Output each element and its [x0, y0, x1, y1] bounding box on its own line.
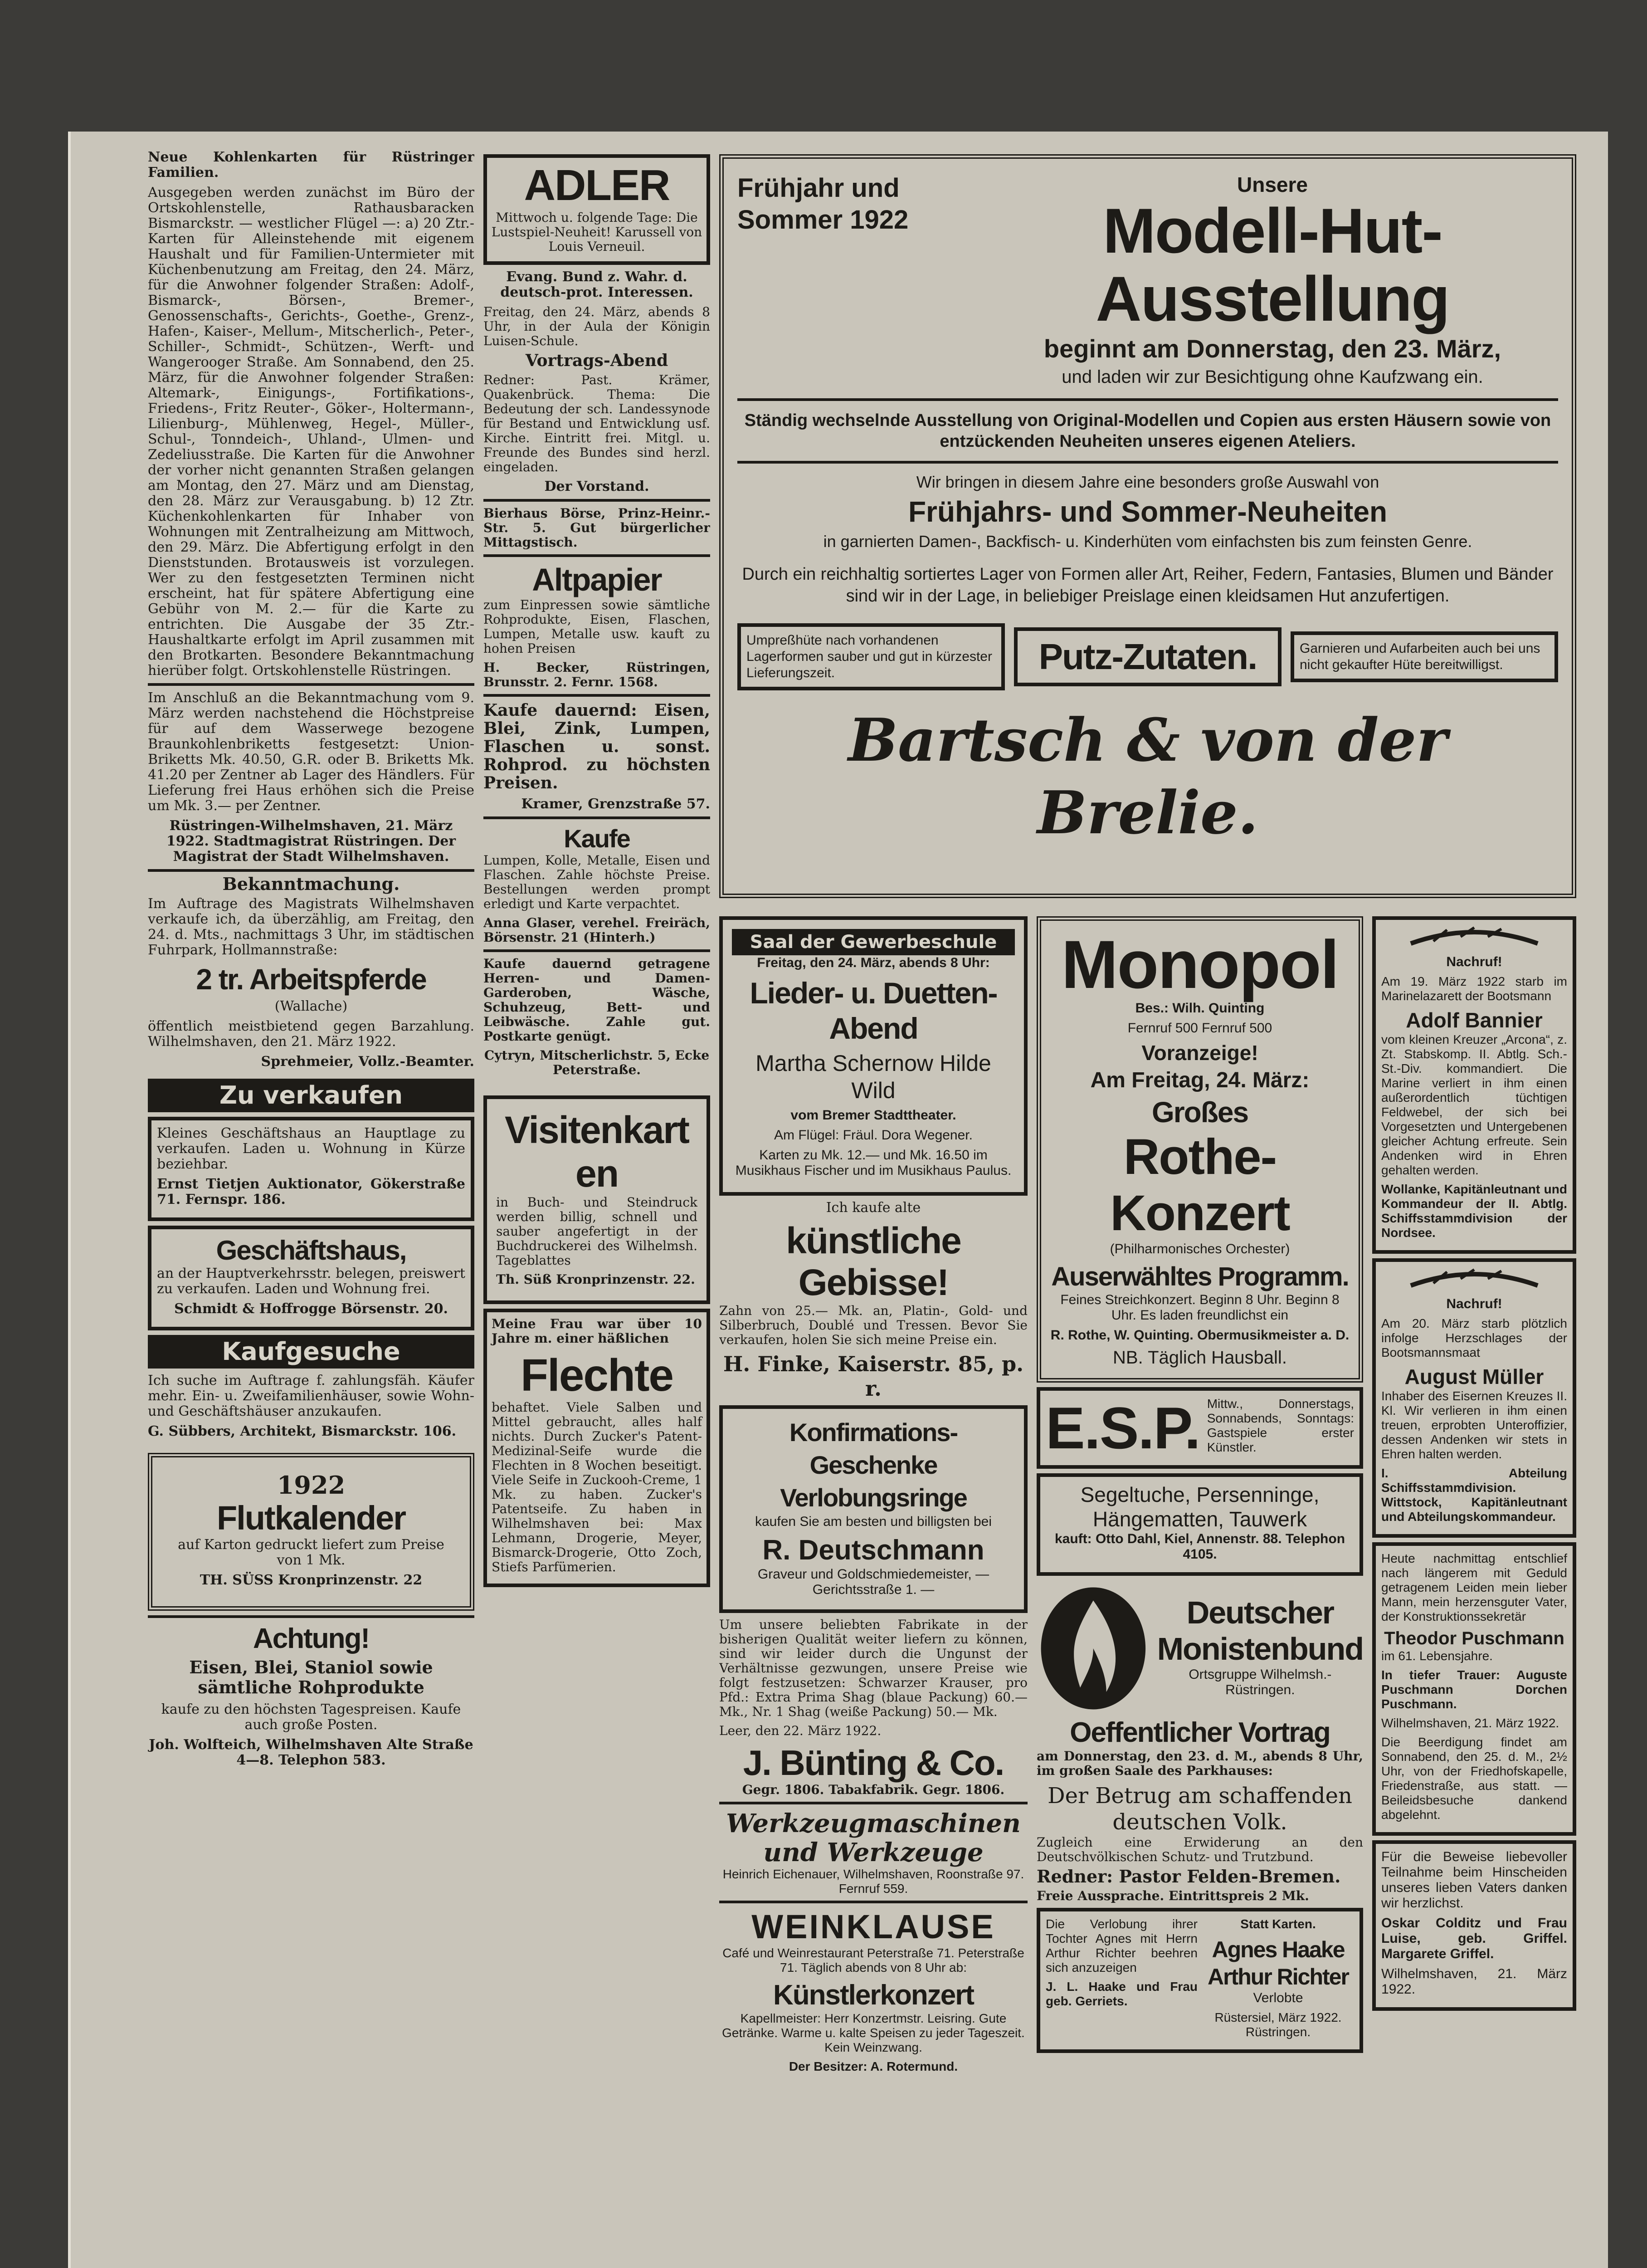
altpapier-signature: H. Becker, Rüstringen, Brunsstr. 2. Fernr. 1568. [483, 660, 710, 689]
gebisse-body: Zahn von 25.— Mk. an, Platin-, Gold- und Silberbruch, Doublé und Tressen. Bevor Sie verkaufen, holen Sie sich meine Preise ein. [719, 1303, 1028, 1347]
esp-title: E.S.P. [1046, 1395, 1200, 1461]
werkzeug-title: Werkzeugmaschinen und Werkzeuge [726, 1809, 1021, 1867]
adler-ad [483, 154, 710, 265]
death-notice-puschmann [1372, 1542, 1576, 1836]
visitenkarten-signature: Th. Süß Kronprinzenstr. 22. [496, 1272, 695, 1287]
coal-notice-heading: Neue Kohlenkarten für Rüstringer Familien. [148, 150, 474, 181]
thanks-notice-date: Wilhelmshaven, 21. März 1922. [1381, 1966, 1567, 1997]
divider [483, 816, 710, 819]
verlobung-parents: J. L. Haake und Frau geb. Gerriets. [1046, 1980, 1198, 2008]
divider [483, 694, 710, 697]
exhibition-invite: und laden wir zur Besichtigung ohne Kaufzwang ein. [1062, 367, 1483, 387]
nachruf-bannier-sub: vom kleinen Kreuzer „Arcona“, z. Zt. Stabskomp. II. Abtlg. Sch.-St.-Div. kommandiert. Die Marine verliert in ihm einen außerordentlich tüchtigen Feldwebel, der sich bei Vorgesetzten und Untergebenen gleicher Achtung erfreute. Sein Andenken wird in Ehren gehalten werden. [1381, 1032, 1567, 1177]
gewerbeschule-date: Freitag, den 24. März, abends 8 Uhr: [757, 955, 990, 970]
divider [719, 1901, 1028, 1903]
geschaeftshaus-ad-signature: Ernst Tietjen Auktionator, Gökerstraße 71. Fernspr. 186. [157, 1176, 465, 1207]
wreath-icon [1406, 925, 1542, 953]
umpresshuete-box: Umpreßhüte nach vorhandenen Lagerformen sauber und gut in kürzester Lieferungszeit. [737, 623, 1005, 690]
lager-text: Durch ein reichhaltig sortiertes Lager von Formen aller Art, Reiher, Federn, Fantasies, Blumen und Bänder sind wir in der Lage, in beliebiger Preislage einen kleidsamen Hut anzufertigen. [742, 565, 1554, 606]
monopol-title: Monopol [1061, 926, 1339, 1002]
achtung-tail: kaufe zu den höchsten Tagespreisen. Kaufe auch große Posten. [161, 1701, 461, 1733]
flutkalender-body: auf Karton gedruckt liefert zum Preise von 1 Mk. [178, 1537, 444, 1568]
briquette-notice-signature: Rüstringen-Wilhelmshaven, 21. März 1922. Stadtmagistrat Rüstringen. Der Magistrat der Stadt Wilhelmshaven. [166, 818, 456, 865]
bekanntmachung-heading: Bekanntmachung. [222, 874, 400, 894]
geschaeftshaus-ad-body: Kleines Geschäftshaus an Hauptlage zu verkaufen. Laden u. Wohnung in Kürze beziehbar. [157, 1125, 465, 1172]
nachruf-bannier [1372, 916, 1576, 1254]
gewerbeschule-names: Martha Schernow Hilde Wild [755, 1051, 991, 1103]
nachruf-mueller-sign: I. Abteilung Schiffsstammdivision. Wittstock, Kapitänleutnant und Abteilungskommandeur. [1381, 1466, 1567, 1524]
segeltuch-ad [1037, 1473, 1363, 1576]
konfirmation-body: kaufen Sie am besten und billigsten bei [755, 1514, 992, 1529]
column-4 [1037, 912, 1363, 2268]
bunting-body: Um unsere beliebten Fabrikate in der bisherigen Qualität weiter liefern zu können, sind wir leider durch die Ungunst der Verhältnisse gezwungen, unsere Preise wie folgt festzusetzen: Schwarzer Krauser, pro Pfd.: Extra Prima Shag (blaue Packung) 60.— Mk., Nr. 1 Shag (weiße Packung) 50.— Mk. [719, 1617, 1028, 1719]
achtung-title: Achtung! [253, 1623, 370, 1654]
flechte-side-text: Meine Frau war über 10 Jahre m. einer häßlichen [492, 1316, 702, 1346]
gewerbeschule-pianist: Am Flügel: Fräul. Dora Wegener. [774, 1128, 973, 1143]
konfirmation-name: R. Deutschmann [762, 1535, 984, 1566]
segeltuch-sub: kauft: Otto Dahl, Kiel, Annenstr. 88. Telephon 4105. [1054, 1531, 1345, 1562]
vortrags-abend-heading: Vortrags-Abend [525, 351, 668, 370]
gewerbeschule-title: Lieder- u. Duetten-Abend [750, 976, 997, 1045]
coal-notice-body: Ausgegeben werden zunächst im Büro der Ortskohlenstelle, Rathausbaracken Bismarckstr. — westlicher Flügel —: a) 20 Ztr.-Karten für Alleinstehende mit eigenem Haushalt und für Familien-Untermieter mit Küchenbenutzung am Freitag, den 24. März, für die Anwohner folgender Straßen: Adolf-, Bismarck-, Börsen-, Bremer-, Genossenschafts-, Gerichts-, Goethe-, Grenz-, Hafen-, Kaiser-, Mellum-, Mitscherlich-, Peter-, Schiller-, Schmidt-, Schützen-, Werft- und Wangerooger Straße. Am Sonnabend, den 25. März, für die Anwohner folgender Straßen: Altemark-, Einigungs-, Fortifikations-, Friedens-, Fritz Reuter-, Göker-, Holtermann-, Lilienburg-, Mühlenweg, Hegel-, Müller-, Schul-, Tonndeich-, Uhland-, Ulmen- und Zedeliusstraße. Die Karten für die Anwohner der vorher nicht genannten Straßen gelangen am Montag, den 27. März und am Dienstag, den 28. März zur Verausgabung. b) 12 Ztr. Küchenkohlenkarten für Inhaber von Wohnungen mit Zentralheizung am Mittwoch, den 29. März. Die Abfertigung erfolgt in den Dienststunden. Brotausweis ist vorzulegen. Wer zu den festgesetzten Terminen nicht erscheint, hat für spätere Abfertigung eine Gebühr von M. 2.— für die Karte zu entrichten. Die Ausgabe der 35 Ztr.-Haushaltkarte erfolgt im April zusammen mit den Brotkarten. Besondere Bekanntmachung hierüber folgt. Ortskohlenstelle Rüstringen. [148, 185, 474, 679]
gewerbeschule-tickets: Karten zu Mk. 12.— und Mk. 16.50 im Musikhaus Fischer und im Musikhaus Paulus. [735, 1148, 1012, 1178]
esp-ad [1037, 1387, 1363, 1469]
gewerbeschule-ad [719, 916, 1028, 1196]
kaufe-dauernd-signature: Kramer, Grenzstraße 57. [521, 796, 710, 812]
horses-title: 2 tr. Arbeitspferde [196, 963, 426, 996]
monistenbund-title: Deutscher Monistenbund [1157, 1595, 1363, 1667]
divider [148, 869, 474, 872]
monopol-hausball: NB. Täglich Hausball. [1113, 1348, 1287, 1368]
werkzeug-sub: Heinrich Eichenauer, Wilhelmshaven, Roonstraße 97. Fernruf 559. [722, 1867, 1024, 1896]
garnieren-box: Garnieren und Aufarbeiten auch bei uns nicht gekaufter Hüte bereitwilligst. [1291, 631, 1558, 682]
altpapier-title: Altpapier [532, 562, 662, 597]
kuenstlerkonzert-title: Künstlerkonzert [773, 1980, 974, 2011]
verlobung-verlobte: Verlobte [1253, 1990, 1303, 2005]
verlobung-names: Agnes Haake Arthur Richter [1208, 1937, 1349, 1989]
kaufe-garderobe-ad: Kaufe dauernd getragene Herren- und Damen-Garderoben, Wäsche, Schuhzeug, Bett- und Leibwäsche. Zahle gut. Postkarte genügt. [483, 956, 710, 1044]
column-1 [148, 150, 474, 2268]
newspaper-page [68, 132, 1608, 2268]
exhibition-begins: beginnt am Donnerstag, den 23. März, [1043, 334, 1501, 363]
monopol-phone: Fernruf 500 Fernruf 500 [1127, 1021, 1272, 1036]
nachruf-bannier-name: Adolf Bannier [1406, 1008, 1543, 1032]
monopol-rothe-konzert: Rothe-Konzert [1110, 1129, 1290, 1241]
evang-bund-heading: Evang. Bund z. Wahr. d. deutsch-prot. Interessen. [500, 269, 693, 300]
vortrags-abend-signature: Der Vorstand. [544, 479, 649, 494]
divider [737, 398, 1558, 401]
monopol-orchestra: (Philharmonisches Orchester) [1110, 1242, 1290, 1256]
horses-signature: Sprehmeier, Vollz.-Beamter. [261, 1054, 474, 1070]
konfirmation-sub: Graveur und Goldschmiedemeister, — Gerichtsstraße 1. — [757, 1567, 989, 1597]
horses-subtitle: (Wallache) [274, 998, 348, 1014]
flechte-title: Flechte [520, 1350, 673, 1401]
death-notice-funeral: Die Beerdigung findet am Sonnabend, den 25. d. M., 2½ Uhr, von der Friedhofskapelle, Friedenstraße, aus statt. — Beileidsbesuche dankend abgelehnt. [1381, 1735, 1567, 1822]
verlobung-left: Die Verlobung ihrer Tochter Agnes mit Herrn Arthur Richter beehren sich anzuzeigen [1046, 1917, 1198, 1975]
esp-side: Mittw., Donnerstags, Sonnabends, Sonntags: Gastspiele erster Künstler. [1207, 1397, 1354, 1454]
kuenstlerkonzert-sub: Kapellmeister: Herr Konzertmstr. Leisring. Gute Getränke. Warme u. kalte Speisen zu jeder Tageszeit. Kein Weinzwang. [722, 2011, 1025, 2054]
altpapier-body: zum Einpressen sowie sämtliche Rohprodukte, Eisen, Flaschen, Lumpen, Metalle usw. kauft zu hohen Preisen [483, 597, 710, 656]
monopol-grosses: Großes [1151, 1096, 1248, 1129]
bekanntmachung-body: Im Auftrage des Magistrats Wilhelmshaven verkaufe ich, da überzählig, am Freitag, den 24. d. Mts., nachmittags 3 Uhr, im städtischen Fuhrpark, Hollmannstraße: [148, 896, 474, 958]
monopol-signature: R. Rothe, W. Quinting. Obermusikmeister a. D. [1050, 1328, 1350, 1343]
neuheiten-title: Frühjahrs- und Sommer-Neuheiten [908, 495, 1388, 528]
season-label: Frühjahr und Sommer 1922 [737, 173, 909, 235]
kuenstlerkonzert-signature: Der Besitzer: A. Rotermund. [789, 2059, 958, 2073]
nachruf-mueller-heading: Nachruf! [1446, 1296, 1502, 1311]
standig-text: Ständig wechselnde Ausstellung von Original-Modellen und Copien aus ersten Häusern sowie von entzückenden Neuheiten unseres eigenen Ateliers. [744, 411, 1551, 451]
service-row [737, 619, 1558, 695]
visitenkarten-ad [483, 1095, 710, 1304]
divider [719, 1802, 1028, 1804]
divider [737, 461, 1558, 464]
flechte-ad [483, 1309, 710, 1587]
kaufgesuche-banner: Kaufgesuche [148, 1335, 474, 1369]
kaufe-signature: Anna Glaser, verehel. Freiräch, Börsenstr. 21 (Hinterh.) [483, 915, 710, 945]
verlobung-ad [1037, 1908, 1363, 2053]
vortrag-title: Oeffentlicher Vortrag [1070, 1717, 1330, 1748]
vortrag-speaker: Redner: Pastor Felden-Bremen. [1037, 1866, 1341, 1887]
nachruf-bannier-sign: Wollanke, Kapitänleutnant und Kommandeur der II. Abtlg. Schiffsstammdivision der Nordsee. [1381, 1182, 1567, 1240]
adler-text: Mittwoch u. folgende Tage: Die Lustspiel-Neuheit! Karussell von Louis Verneuil. [491, 210, 702, 254]
monistenbund-sub: Ortsgruppe Wilhelmsh.-Rüstringen. [1189, 1667, 1332, 1697]
weinklause-title: WEINKLAUSE [751, 1908, 995, 1945]
death-notice-date: Wilhelmshaven, 21. März 1922. [1381, 1716, 1559, 1730]
gebisse-pre: Ich kaufe alte [826, 1200, 921, 1216]
nachruf-mueller-sub: Inhaber des Eisernen Kreuzes II. Kl. Wir verlieren in ihm einen treuen, erprobten Unteroffizier, dessen Andenken wir stets in Ehren halten werden. [1381, 1389, 1567, 1461]
divider [483, 949, 710, 952]
kaufe-title: Kaufe [564, 824, 630, 853]
horses-details: öffentlich meistbietend gegen Barzahlung. Wilhelmshaven, den 21. März 1922. [148, 1018, 474, 1050]
vortrag-admission: Freie Aussprache. Eintrittspreis 2 Mk. [1037, 1888, 1309, 1903]
flutkalender-year: 1922 [277, 1471, 346, 1500]
vortrags-abend-body: Redner: Past. Krämer, Quakenbrück. Thema: Die Bedeutung der sch. Landessynode für Bestand und Entwicklung usf. Kirche. Eintritt frei. Mitgl. u. Freunde des Bundes sind herzl. eingeladen. [483, 372, 710, 474]
hauptverkehr-ad-title: Geschäftshaus, [216, 1235, 406, 1266]
flutkalender-title: Flutkalender [217, 1499, 405, 1537]
bartsch-firm-name: Bartsch & von der Brelie. [848, 705, 1447, 847]
gebisse-signature: H. Finke, Kaiserstr. 85, p. r. [723, 1352, 1024, 1401]
nachruf-mueller-body: Am 20. März starb plötzlich infolge Herzschlages der Bootsmannsmaat [1381, 1316, 1567, 1359]
monopol-date: Am Freitag, 24. März: [1090, 1068, 1310, 1092]
nachruf-bannier-body: Am 19. März 1922 starb im Marinelazarett der Bootsmann [1381, 974, 1567, 1003]
kaufgesuche-body: Ich suche im Auftrage f. zahlungsfäh. Käufer mehr. Ein- u. Zweifamilienhäuser, sowie Wohn- und Geschäftshäuser anzukaufen. [148, 1373, 474, 1419]
monopol-owner: Bes.: Wilh. Quinting [1135, 1001, 1265, 1016]
column-2 [483, 150, 710, 2268]
kaufe-garderobe-signature: Cytryn, Mitscherlichstr. 5, Ecke Peterstraße. [484, 1048, 710, 1077]
death-notice-age: im 61. Lebensjahre. [1381, 1649, 1493, 1663]
visitenkarten-title: Visitenkarten [505, 1109, 689, 1195]
monopol-voranzeige: Voranzeige! [1141, 1041, 1258, 1065]
flame-emblem-icon [1037, 1580, 1150, 1716]
divider [483, 554, 710, 557]
kaufgesuche-signature: G. Sübbers, Architekt, Bismarckstr. 106. [148, 1423, 457, 1439]
gebisse-title: künstliche Gebisse! [786, 1220, 961, 1303]
nachruf-bannier-heading: Nachruf! [1446, 954, 1502, 969]
divider [483, 499, 710, 502]
monopol-programm: Auserwähltes Programm. [1051, 1262, 1349, 1291]
visitenkarten-body: in Buch- und Steindruck werden billig, schnell und sauber angefertigt in der Buchdruckerei des Wilhelmsh. Tageblattes [496, 1195, 697, 1268]
garniert-text: in garnierten Damen-, Backfisch- u. Kinderhüten vom einfachsten bis zum feinsten Genre. [823, 532, 1472, 551]
vortrag-topic: Der Betrug am schaffenden deutschen Volk. [1048, 1783, 1352, 1835]
evang-bund-body: Freitag, den 24. März, abends 8 Uhr, in der Aula der Königin Luisen-Schule. [483, 304, 710, 348]
achtung-signature: Joh. Wolfteich, Wilhelmshaven Alte Straße 4—8. Telephon 583. [149, 1737, 473, 1768]
flutkalender-firm: TH. SÜSS Kronprinzenstr. 22 [200, 1572, 423, 1588]
vortrag-body: am Donnerstag, den 23. d. M., abends 8 Uhr, im großen Saale des Parkhauses: [1037, 1749, 1363, 1778]
monopol-ad [1037, 916, 1363, 1383]
hauptverkehr-ad-signature: Schmidt & Hoffrogge Börsenstr. 20. [174, 1301, 448, 1317]
death-notice-mourners: In tiefer Trauer: Auguste Puschmann Dorchen Puschmann. [1381, 1668, 1567, 1711]
kaufe-dauernd-ad: Kaufe dauernd: Eisen, Blei, Zink, Lumpen, Flaschen u. sonst. Rohprod. zu höchsten Preisen. [483, 701, 710, 792]
konfirmation-ad [719, 1405, 1028, 1613]
gewerbeschule-heading: Saal der Gewerbeschule [732, 929, 1015, 955]
hauptverkehr-ad-body: an der Hauptverkehrsstr. belegen, preiswert zu verkaufen. Laden und Wohnung frei. [157, 1266, 465, 1297]
nachruf-mueller-name: August Müller [1404, 1365, 1544, 1388]
briquette-notice-body: Im Anschluß an die Bekanntmachung vom 9. März werden nachstehend die Höchstpreise für auf dem Wasserwege bezogene Braunkohlenbriketts festgesetzt: Union-Briketts Mk. 40.50, G.R. oder B. Briketts Mk. 41.20 per Zentner ab Lager des Händlers. Für Lieferung frei Haus erhöhen sich die Preise um Mk. 3.— per Zentner. [148, 690, 474, 814]
bringen-text: Wir bringen in diesem Jahre eine besonders große Auswahl von [916, 473, 1379, 491]
death-notice-body: Heute nachmittag entschlief nach längerem mit Geduld getragenem Leiden mein lieber Mann, mein herzensguter Vater, der Konstruktionssekretär [1381, 1551, 1567, 1623]
zu-verkaufen-banner: Zu verkaufen [148, 1079, 474, 1112]
verlobung-statt-karten: Statt Karten. [1240, 1917, 1316, 1931]
gewerbeschule-theater: vom Bremer Stadttheater. [790, 1108, 956, 1123]
column-3 [719, 912, 1028, 2268]
segeltuch-title: Segeltuche, Persenninge, Hängematten, Tauwerk [1080, 1483, 1320, 1531]
bunting-sub: Gegr. 1806. Tabakfabrik. Gegr. 1806. [742, 1782, 1005, 1797]
divider [148, 683, 474, 686]
thanks-notice-names: Oskar Colditz und Frau Luise, geb. Griffel. Margarete Griffel. [1381, 1916, 1567, 1961]
flutkalender-ad [148, 1453, 474, 1611]
kaufe-body: Lumpen, Kolle, Metalle, Eisen und Flaschen. Zahle höchste Preise. Bestellungen werden prompt erledigt und Karte verpachtet. [483, 853, 710, 911]
death-notice-name: Theodor Puschmann [1384, 1628, 1564, 1648]
flechte-body: behaftet. Viele Salben und Mittel gebraucht, alles half nichts. Durch Zucker's Patent-Medizinal-Seife wurde die Flechten in 8 Wochen beseitigt. Viele Seife in Zuckooh-Creme, 1 Mk. zu haben. Zucker's Patentseife. Zu haben in Wilhelmshaven bei: Max Lehmann, Drogerie, Meyer, Bismarck-Drogerie, Otto Zoch, Stiefs Parfümerien. [492, 1400, 702, 1574]
thanks-notice [1372, 1840, 1576, 2011]
putz-zutaten-box: Putz-Zutaten. [1014, 627, 1282, 686]
weinklause-sub: Café und Weinrestaurant Peterstraße 71. Peterstraße 71. Täglich abends von 8 Uhr ab: [722, 1946, 1024, 1975]
thanks-notice-body: Für die Beweise liebevoller Teilnahme beim Hinscheiden unseres lieben Vaters danken wir herzlichst. [1381, 1849, 1567, 1911]
monistenbund-header [1037, 1580, 1363, 1716]
exhibition-title: Modell-Hut-Ausstellung [1096, 195, 1449, 334]
vortrag-note: Zugleich eine Erwiderung an den Deutschvölkischen Schutz- und Trutzbund. [1037, 1835, 1363, 1864]
modell-hut-ad [719, 154, 1576, 898]
achtung-body: Eisen, Blei, Staniol sowie sämtliche Rohprodukte [189, 1657, 433, 1697]
unsere-label: Unsere [1237, 173, 1308, 196]
wreath-icon [1406, 1267, 1542, 1295]
column-5 [1372, 912, 1576, 2268]
bunting-name: J. Bünting & Co. [743, 1743, 1004, 1783]
bunting-date: Leer, den 22. März 1922. [719, 1723, 882, 1738]
divider [148, 1615, 474, 1618]
geschaeftshaus-ad [148, 1117, 474, 1221]
adler-title: ADLER [524, 161, 670, 210]
bierhaus-ad: Bierhaus Börse, Prinz-Heinr.-Str. 5. Gut bürgerlicher Mittagstisch. [483, 506, 710, 550]
monopol-programm-sub: Feines Streichkonzert. Beginn 8 Uhr. Beginn 8 Uhr. Es laden freundlichst ein [1060, 1292, 1340, 1323]
nachruf-mueller [1372, 1258, 1576, 1538]
verlobung-place: Rüstersiel, März 1922. Rüstringen. [1214, 2010, 1342, 2039]
hauptverkehr-ad [148, 1226, 474, 1330]
konfirmation-title: Konfirmations-Geschenke Verlobungsringe [780, 1418, 967, 1512]
